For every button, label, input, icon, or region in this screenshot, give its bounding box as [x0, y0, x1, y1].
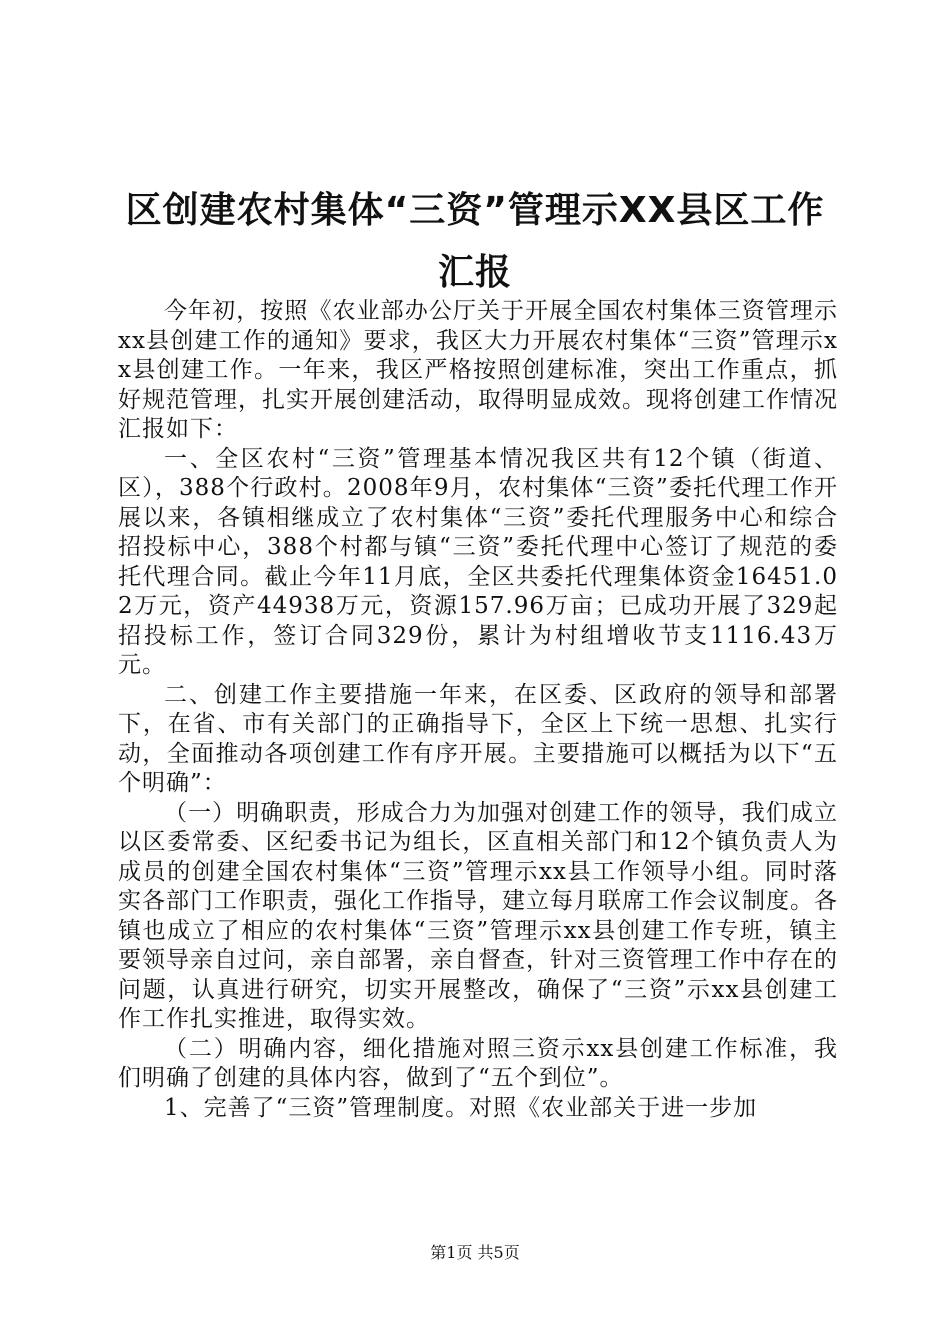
- document-body: [118, 297, 838, 1123]
- paragraph-subsection-1: （一）明确职责，形成合力为加强对创建工作的领导，我们成立以区委常委、区纪委书记为组长，区直相关部门和12个镇负责人为成员的创建全国农村集体“三资”管理示xx县工作领导小组。同时落实各部门工作职责，强化工作指导，建立每月联席工作会议制度。各镇也成立了相应的农村集体“三资”管理示xx县创建工作专班，镇主要领导亲自过问，亲自部署，亲自督查，针对三资管理工作中存在的问题，认真进行研究，切实开展整改，确保了“三资”示xx县创建工作工作扎实推进，取得实效。: [118, 799, 838, 1032]
- paragraph-item-1: 1、完善了“三资”管理制度。对照《农业部关于进一步加: [164, 1094, 758, 1121]
- document-title: [110, 180, 840, 304]
- paragraph-section-1: 一、全区农村“三资”管理基本情况我区共有12个镇（街道、区），388个行政村。2008年9月，农村集体“三资”委托代理工作开展以来，各镇相继成立了农村集体“三资”委托代理服务中心和综合招投标中心，388个村都与镇“三资”委托代理中心签订了规范的委托代理合同。截止今年11月底，全区共委托代理集体资金16451.02万元，资产44938万元，资源157.96万亩；已成功开展了329起招投标工作，签订合同329份，累计为村组增收节支1116.43万元。: [118, 445, 838, 678]
- paragraph-intro: 今年初，按照《农业部办公厅关于开展全国农村集体三资管理示xx县创建工作的通知》要求，我区大力开展农村集体“三资”管理示xx县创建工作。一年来，我区严格按照创建标准，突出工作重点，抓好规范管理，扎实开展创建活动，取得明显成效。现将创建工作情况汇报如下：: [118, 298, 838, 442]
- paragraph-section-2: 二、创建工作主要措施一年来，在区委、区政府的领导和部署下，在省、市有关部门的正确指导下，全区上下统一思想、扎实行动，全面推动各项创建工作有序开展。主要措施可以概括为以下“五个明确”：: [118, 681, 838, 796]
- page-footer: 第1页 共5页: [430, 1243, 520, 1262]
- title-line-1: 区创建农村集体“三资”管理示XX县区工作: [125, 190, 825, 231]
- paragraph-subsection-2: （二）明确内容，细化措施对照三资示xx县创建工作标准，我们明确了创建的具体内容，做到了“五个到位”。: [118, 1035, 838, 1091]
- title-line-2: 汇报: [437, 252, 512, 293]
